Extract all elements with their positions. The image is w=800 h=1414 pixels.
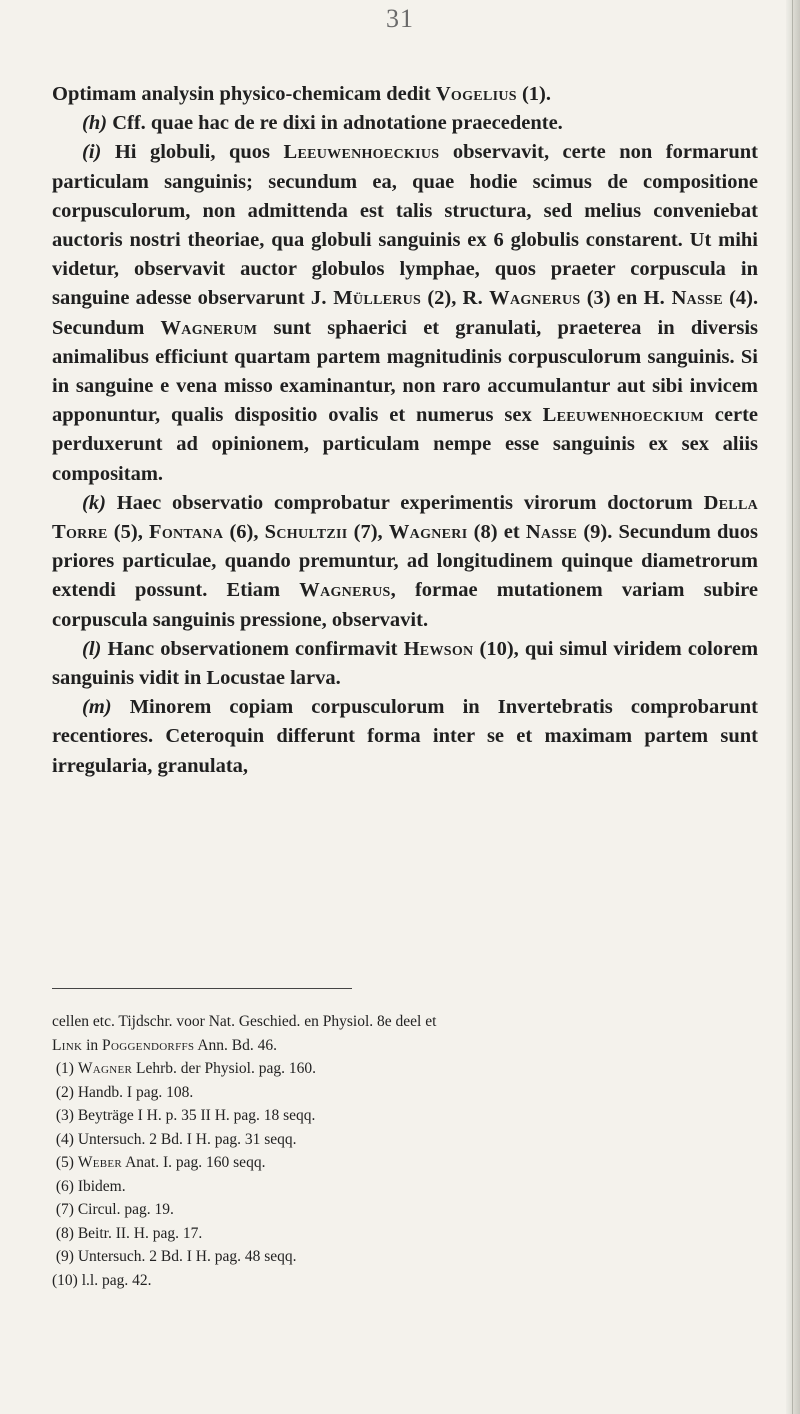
author-name: Weber <box>77 1154 123 1171</box>
author-name: Leeuwenhoeckium <box>542 404 704 427</box>
author-name: Wagnerus <box>299 579 391 602</box>
paragraph-l <box>52 635 758 693</box>
author-name: R. Wagnerus <box>462 287 581 310</box>
footnote-item <box>52 1269 752 1293</box>
page-edge <box>786 0 800 1414</box>
footnote-number: (2) <box>55 1083 74 1101</box>
footnote-text: Untersuch. 2 Bd. I H. pag. 31 seqq. <box>77 1130 297 1148</box>
text: en <box>616 287 638 310</box>
reference: (4). <box>729 287 759 310</box>
note-marker: (m) <box>82 696 112 719</box>
text: Optimam analysin physico-chemicam dedit <box>52 83 431 105</box>
text: , formae mutationem variam subire corpuscula sanguinis pressione, observavit. <box>52 579 758 631</box>
author-name: Wagnerum <box>160 316 258 339</box>
reference: (5), <box>113 521 143 544</box>
reference: (10), <box>479 637 519 660</box>
text: in <box>86 1036 99 1054</box>
reference: (2), <box>427 287 457 310</box>
footnote-item <box>52 1081 752 1105</box>
text: Hi globuli, quos <box>114 141 270 164</box>
author-name: Schultzii <box>264 521 348 544</box>
note-marker: (l) <box>82 637 102 660</box>
footnote-number: (3) <box>55 1107 74 1124</box>
author-name: Della Torre <box>52 491 758 544</box>
reference: (8) <box>473 521 498 544</box>
footnote-text: Beitr. II. H. pag. 17. <box>77 1224 203 1242</box>
footnote-text: Handb. I pag. 108. <box>77 1083 194 1101</box>
footnote-text: Beyträge I H. p. 35 II H. pag. 18 seqq. <box>77 1107 316 1124</box>
reference: (7), <box>353 521 383 544</box>
footnote-number: (8) <box>55 1224 74 1242</box>
author-name: J. Müllerus <box>310 287 422 310</box>
footnote-text: Lehrb. der Physiol. pag. 160. <box>136 1060 316 1077</box>
text: qui simul viridem colorem sanguinis vidit in Locustae larva. <box>52 637 759 690</box>
note-marker: (k) <box>82 491 106 514</box>
footnote-number: (4) <box>55 1130 74 1148</box>
footnote-number: (5) <box>55 1154 74 1171</box>
text: Secundum duos priores particulae, quando premuntur, ad longitudinem quinque diametrorum extendi possunt. Etiam <box>52 521 759 602</box>
paragraph-k <box>52 489 758 635</box>
text: sunt sphaerici et granulati, praeterea in diversis animalibus efficiunt quartam partem magnitudinis corpusculorum sanguinis. Si in sanguine e vena misso examinantur, non raro accumulantur aut sibi invicem apponuntur, qualis dispositio ovalis et numerus sex <box>52 316 759 427</box>
author-name: Poggendorffs <box>102 1036 195 1054</box>
reference: (3) <box>586 287 611 310</box>
footnote-divider <box>52 988 352 989</box>
footnote-number: (6) <box>55 1177 74 1195</box>
footnote-item <box>52 1104 752 1128</box>
footnote-item <box>52 1222 752 1246</box>
text: Cff. quae hac de re dixi in adnotatione praecedente. <box>112 112 563 135</box>
author-name: Vogelius <box>435 83 517 105</box>
main-text <box>52 80 758 781</box>
paragraph-h <box>52 109 758 138</box>
author-name: Wagneri <box>388 521 468 544</box>
footnote-number: (10) <box>52 1271 78 1289</box>
paragraph-m <box>52 693 758 781</box>
footnote-text: l.l. pag. 42. <box>81 1271 152 1289</box>
note-marker: (i) <box>82 141 102 164</box>
footnote-continuation <box>52 1010 752 1057</box>
reference: (9). <box>583 521 613 544</box>
footnote-item <box>52 1175 752 1199</box>
footnote-number: (1) <box>55 1060 74 1077</box>
note-marker: (h) <box>82 112 108 135</box>
text: Haec observatio comprobatur experimentis virorum doctorum <box>116 491 693 514</box>
paragraph-1 <box>52 80 758 109</box>
footnote-item <box>52 1245 752 1269</box>
page-edge-line <box>792 0 793 1414</box>
footnotes <box>52 1010 752 1292</box>
text: et <box>503 521 520 544</box>
author-name: Wagner <box>77 1060 133 1077</box>
footnote-item <box>52 1198 752 1222</box>
footnote-text: Untersuch. 2 Bd. I H. pag. 48 seqq. <box>77 1248 297 1265</box>
author-name: Fontana <box>149 521 224 544</box>
page-number: 31 <box>386 4 414 33</box>
author-name: Nasse <box>525 521 578 544</box>
text: certe perduxerunt ad opinionem, particulam nempe esse sanguinis ex sex aliis compositam. <box>52 404 759 485</box>
footnote-item <box>52 1128 752 1152</box>
footnote-item <box>52 1057 752 1081</box>
footnote-item <box>52 1151 752 1175</box>
footnote-number: (7) <box>55 1201 74 1218</box>
reference: (1). <box>521 83 551 105</box>
footnote-number: (9) <box>55 1248 74 1265</box>
text: Hanc observationem confirmavit <box>107 637 398 660</box>
paragraph-i <box>52 138 758 488</box>
reference: (6), <box>229 521 259 544</box>
text: observavit, certe non formarunt particulam sanguinis; secundum ea, quae hodie scimus de compositione corpusculorum, non admittenda est talis structura, sed melius conveniebat auctoris nostri theoriae, qua globuli sanguinis ex 6 globulis constarent. Ut mihi videtur, observavit auctor globulos lymphae, quos praeter corpuscula in sanguine adesse observarunt <box>52 141 759 310</box>
footnote-text: Anat. I. pag. 160 seqq. <box>125 1154 266 1171</box>
text: cellen etc. Tijdschr. voor Nat. Geschied. en Physiol. 8e deel et <box>52 1013 437 1030</box>
text: Secundum <box>52 316 145 339</box>
text: Ann. Bd. 46. <box>197 1036 278 1054</box>
footnote-text: Ibidem. <box>77 1177 126 1195</box>
author-name: H. Nasse <box>643 287 723 310</box>
author-name: Leeuwenhoeckius <box>283 141 440 164</box>
text: Minorem copiam corpusculorum in Invertebratis comprobarunt recentiores. Ceteroquin differunt forma inter se et maximam partem sunt irregularia, granulata, <box>52 696 759 777</box>
author-name: Hewson <box>403 637 474 660</box>
footnote-text: Circul. pag. 19. <box>77 1201 174 1218</box>
author-name: Link <box>52 1036 83 1054</box>
